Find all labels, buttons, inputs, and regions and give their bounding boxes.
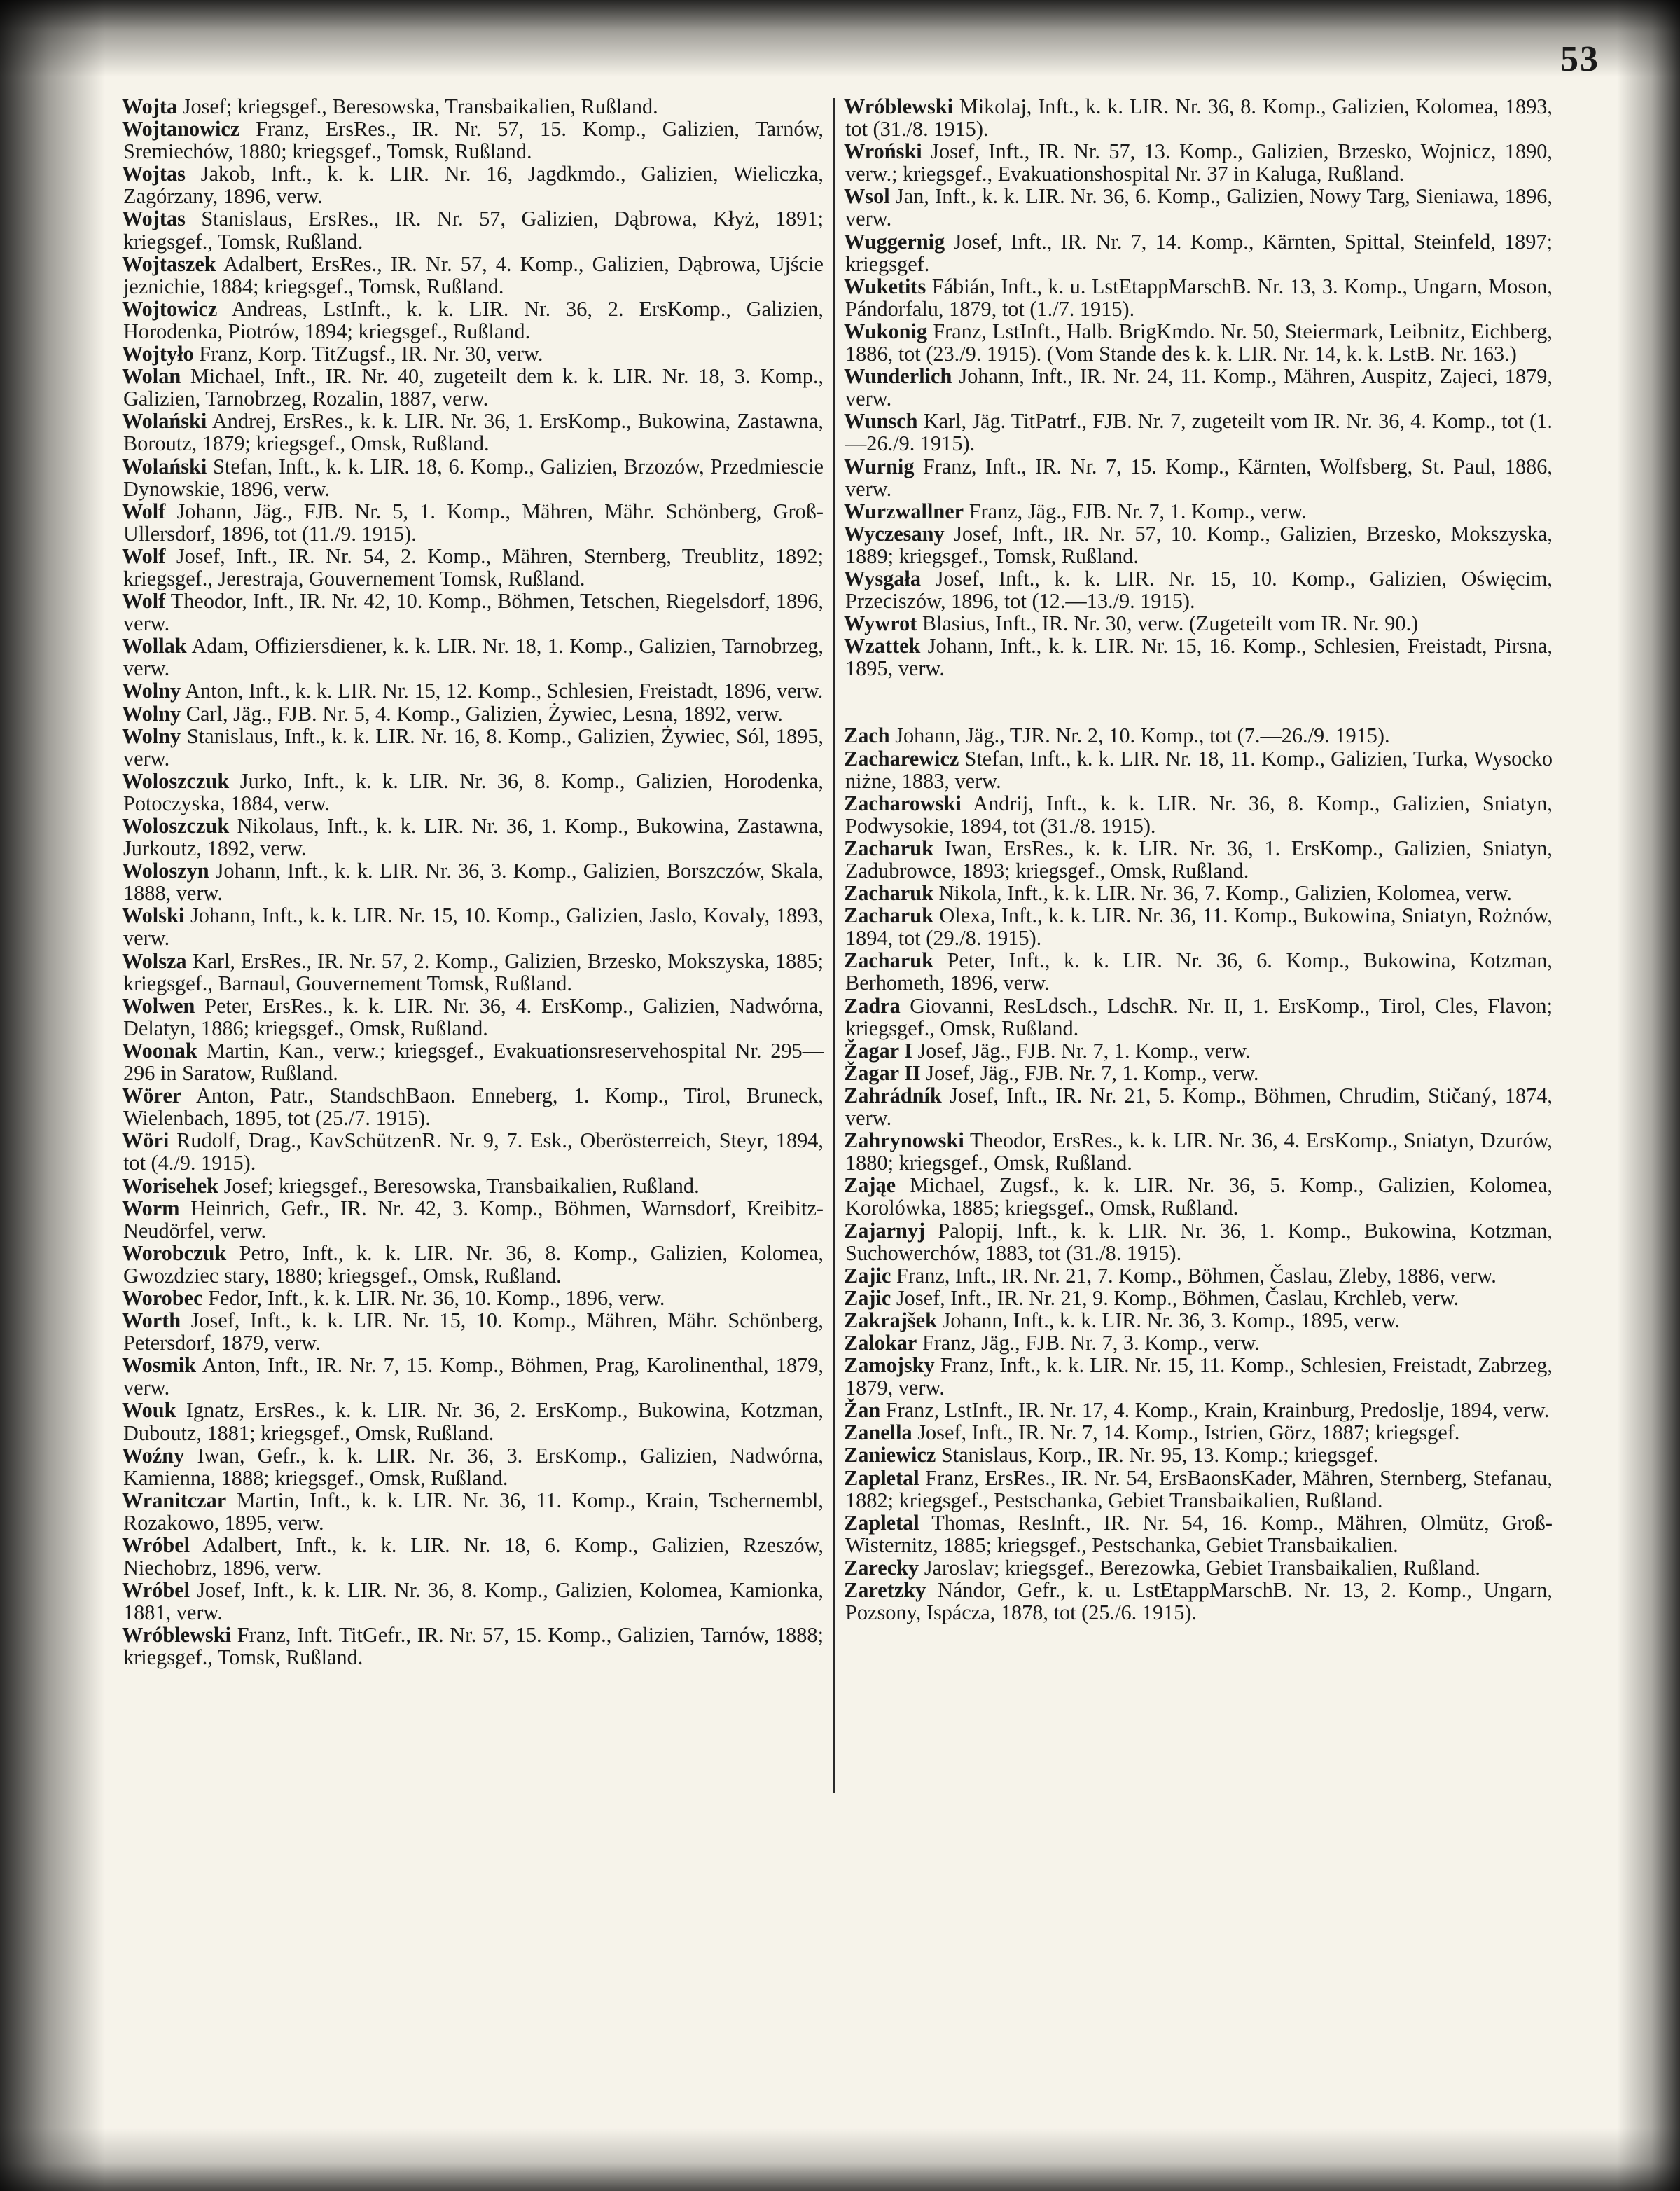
entry-details: Heinrich, Gefr., IR. Nr. 42, 3. Komp., Böhmen, Warnsdorf, Kreibitz-Neudörfel, verw. bbox=[123, 1196, 824, 1243]
entry-details: Giovanni, ResLdsch., LdschR. Nr. II, 1. ErsKomp., Tirol, Cles, Flavon; kriegsgef., Omsk, Rußland. bbox=[845, 993, 1553, 1040]
entry-surname: Zajic bbox=[844, 1285, 891, 1310]
entry-details: Iwan, ErsRes., k. k. LIR. Nr. 36, 1. ErsKomp., Galizien, Sniatyn, Zadubrowce, 1893; kriegsgef., Omsk, Rußland. bbox=[845, 836, 1553, 883]
entry-details: Michael, Inft., IR. Nr. 40, zugeteilt dem k. k. LIR. Nr. 18, 3. Komp., Galizien, Tarnobrzeg, Rozalin, 1887, verw. bbox=[123, 364, 824, 411]
list-entry bbox=[845, 410, 1553, 455]
entry-details: Josef, Inft., IR. Nr. 57, 13. Komp., Galizien, Brzesko, Wojnicz, 1890, verw.; kriegsgef., Evakuationshospital Nr. 37 in Kaluga, Rußland. bbox=[845, 139, 1553, 186]
entry-surname: Wollak bbox=[122, 634, 187, 658]
entry-surname: Wolsza bbox=[122, 948, 187, 973]
entry-surname: Zajic bbox=[844, 1263, 891, 1287]
entry-surname: Zaniewicz bbox=[844, 1443, 936, 1467]
entry-surname: Wróblewski bbox=[122, 1623, 231, 1647]
entry-surname: Wolny bbox=[122, 724, 181, 748]
list-entry bbox=[123, 950, 824, 995]
entry-details: Iwan, Gefr., k. k. LIR. Nr. 36, 3. ErsKomp., Galizien, Nadwórna, Kamienna, 1888; kriegsgef., Omsk, Rußland. bbox=[123, 1443, 824, 1490]
list-entry bbox=[123, 995, 824, 1039]
entry-details: Ignatz, ErsRes., k. k. LIR. Nr. 36, 2. ErsKomp., Bukowina, Kotzman, Duboutz, 1881; kriegsgef., Omsk, Rußland. bbox=[123, 1398, 824, 1445]
entry-surname: Wunderlich bbox=[844, 364, 952, 389]
entry-details: Olexa, Inft., k. k. LIR. Nr. 36, 11. Komp., Bukowina, Sniatyn, Rożnów, 1894, tot (29./8. 1915). bbox=[845, 904, 1553, 951]
entry-surname: Wzattek bbox=[844, 634, 921, 658]
list-entry bbox=[123, 770, 824, 815]
entry-surname: Zarecky bbox=[844, 1555, 919, 1580]
list-entry bbox=[845, 1129, 1553, 1174]
list-entry bbox=[845, 1467, 1553, 1512]
entry-details: Stanislaus, Inft., k. k. LIR. Nr. 16, 8. Komp., Galizien, Żywiec, Sól, 1895, verw. bbox=[123, 724, 824, 770]
entry-surname: Worm bbox=[122, 1196, 180, 1220]
entry-surname: Zach bbox=[844, 724, 890, 748]
list-entry bbox=[845, 792, 1553, 837]
list-entry bbox=[845, 1512, 1553, 1556]
entry-details: Josef, Inft., IR. Nr. 21, 9. Komp., Böhmen, Časlau, Krchleb, verw. bbox=[896, 1285, 1459, 1310]
entry-details: Johann, Inft., k. k. LIR. Nr. 15, 10. Komp., Galizien, Jaslo, Kovaly, 1893, verw. bbox=[123, 904, 824, 951]
list-entry bbox=[123, 590, 824, 635]
list-entry bbox=[845, 1219, 1553, 1264]
entry-details: Franz, Inft. TitGefr., IR. Nr. 57, 15. Komp., Galizien, Tarnów, 1888; kriegsgef., Tomsk, Rußland. bbox=[123, 1623, 824, 1670]
list-entry bbox=[123, 725, 824, 770]
list-entry bbox=[123, 859, 824, 904]
list-entry bbox=[845, 612, 1553, 635]
list-entry bbox=[123, 298, 824, 343]
list-entry bbox=[123, 1197, 824, 1242]
list-entry bbox=[845, 95, 1553, 140]
entry-surname: Žagar II bbox=[844, 1060, 921, 1085]
entry-details: Johann, Inft., k. k. LIR. Nr. 36, 3. Komp., 1895, verw. bbox=[942, 1308, 1401, 1332]
entry-details: Johann, Inft., k. k. LIR. Nr. 15, 16. Komp., Schlesien, Freistadt, Pirsna, 1895, verw. bbox=[845, 634, 1553, 681]
entry-surname: Wojtowicz bbox=[122, 296, 218, 321]
list-entry bbox=[845, 523, 1553, 567]
entry-surname: Wróbel bbox=[122, 1533, 190, 1557]
entry-surname: Wouk bbox=[122, 1398, 176, 1423]
entry-details: Jaroslav; kriegsgef., Berezowka, Gebiet Transbaikalien, Rußland. bbox=[924, 1555, 1480, 1580]
entry-surname: Wolański bbox=[122, 454, 207, 478]
entry-details: Andrej, ErsRes., k. k. LIR. Nr. 36, 1. ErsKomp., Bukowina, Zastawna, Boroutz, 1879; kriegsgef., Omsk, Rußland. bbox=[123, 409, 824, 456]
entry-surname: Žan bbox=[844, 1398, 881, 1423]
left-column bbox=[123, 95, 824, 1669]
list-entry bbox=[845, 1556, 1553, 1579]
list-entry bbox=[845, 275, 1553, 320]
entry-details: Franz, ErsRes., IR. Nr. 57, 15. Komp., Galizien, Tarnów, Sremiechów, 1880; kriegsgef., Tomsk, Rußland. bbox=[123, 117, 824, 164]
entry-surname: Zacharowski bbox=[844, 791, 962, 815]
right-column-z-section bbox=[845, 724, 1553, 1624]
entry-surname: Zahrádník bbox=[844, 1083, 942, 1107]
entry-details: Johann, Inft., IR. Nr. 24, 11. Komp., Mähren, Auspitz, Zajeci, 1879, verw. bbox=[845, 364, 1553, 411]
list-entry bbox=[123, 1039, 824, 1084]
entry-details: Peter, Inft., k. k. LIR. Nr. 36, 6. Komp., Bukowina, Kotzman, Berhometh, 1896, verw. bbox=[845, 948, 1553, 995]
list-entry bbox=[123, 455, 824, 500]
entry-details: Franz, Inft., IR. Nr. 21, 7. Komp., Böhmen, Časlau, Zleby, 1886, verw. bbox=[896, 1263, 1497, 1287]
entry-surname: Wysgała bbox=[844, 566, 921, 590]
list-entry bbox=[845, 904, 1553, 949]
entry-details: Franz, ErsRes., IR. Nr. 54, ErsBaonsKader, Mähren, Sternberg, Stefanau, 1882; kriegsgef., Pestschanka, Gebiet Transbaikalien, Rußland. bbox=[845, 1465, 1553, 1512]
list-entry bbox=[123, 343, 824, 365]
list-entry bbox=[845, 185, 1553, 230]
list-entry bbox=[845, 747, 1553, 792]
entry-details: Petro, Inft., k. k. LIR. Nr. 36, 8. Komp., Galizien, Kolomea, Gwozdziec stary, 1880; kriegsgef., Omsk, Rußland. bbox=[123, 1240, 824, 1287]
entry-surname: Zacharuk bbox=[844, 904, 933, 928]
entry-details: Martin, Kan., verw.; kriegsgef., Evakuationsreservehospital Nr. 295—296 in Saratow, Rußland. bbox=[123, 1038, 824, 1086]
entry-details: Johann, Inft., k. k. LIR. Nr. 36, 3. Komp., Galizien, Borszczów, Skala, 1888, verw. bbox=[123, 859, 824, 906]
list-entry bbox=[123, 1624, 824, 1668]
entry-details: Josef, Inft., IR. Nr. 7, 14. Komp., Istrien, Görz, 1887; kriegsgef. bbox=[917, 1421, 1460, 1445]
entry-details: Stanislaus, Korp., IR. Nr. 95, 13. Komp.; kriegsgef. bbox=[940, 1443, 1379, 1467]
list-entry bbox=[845, 365, 1553, 410]
entry-surname: Worobczuk bbox=[122, 1240, 227, 1265]
entry-surname: Wukonig bbox=[844, 319, 928, 343]
entry-surname: Wosmik bbox=[122, 1353, 197, 1378]
entry-details: Stefan, Inft., k. k. LIR. 18, 6. Komp., Galizien, Brzozów, Przedmiescie Dynowskie, 1896, verw. bbox=[123, 454, 824, 501]
right-column bbox=[845, 95, 1553, 1624]
entry-details: Anton, Patr., StandschBaon. Enneberg, 1. Komp., Tirol, Bruneck, Wielenbach, 1895, tot (25./7. 1915). bbox=[123, 1084, 824, 1131]
entry-details: Stefan, Inft., k. k. LIR. Nr. 18, 11. Komp., Galizien, Turka, Wysocko niżne, 1883, verw. bbox=[845, 746, 1553, 793]
entry-details: Anton, Inft., IR. Nr. 7, 15. Komp., Böhmen, Prag, Karolinenthal, 1879, verw. bbox=[123, 1353, 824, 1400]
entry-surname: Wurnig bbox=[844, 454, 915, 478]
list-entry bbox=[845, 140, 1553, 185]
list-entry bbox=[845, 1174, 1553, 1219]
list-entry bbox=[845, 1287, 1553, 1309]
entry-surname: Zamojsky bbox=[844, 1353, 935, 1378]
list-entry bbox=[123, 1287, 824, 1309]
entry-details: Theodor, Inft., IR. Nr. 42, 10. Komp., Böhmen, Tetschen, Riegelsdorf, 1896, verw. bbox=[123, 589, 824, 636]
entry-details: Jurko, Inft., k. k. LIR. Nr. 36, 8. Komp., Galizien, Horodenka, Potoczyska, 1884, verw. bbox=[123, 768, 824, 815]
entry-details: Franz, LstInft., Halb. BrigKmdo. Nr. 50, Steiermark, Leibnitz, Eichberg, 1886, tot (23./9. 1915). (Vom Stande des k. k. LIR. Nr. 14, k. k. LstB. Nr. 163.) bbox=[845, 319, 1553, 366]
list-entry bbox=[123, 500, 824, 545]
list-entry bbox=[845, 230, 1553, 275]
list-entry bbox=[845, 1444, 1553, 1466]
list-entry bbox=[845, 724, 1553, 747]
list-entry bbox=[845, 1084, 1553, 1129]
entry-surname: Wuggernig bbox=[844, 229, 945, 254]
entry-surname: Zapletal bbox=[844, 1510, 919, 1535]
entry-details: Josef, Inft., k. k. LIR. Nr. 36, 8. Komp., Galizien, Kolomea, Kamionka, 1881, verw. bbox=[123, 1578, 824, 1625]
entry-details: Franz, Jäg., FJB. Nr. 7, 1. Komp., verw. bbox=[969, 499, 1307, 523]
entry-surname: Zalokar bbox=[844, 1330, 917, 1355]
list-entry bbox=[123, 635, 824, 679]
entry-details: Johann, Jäg., FJB. Nr. 5, 1. Komp., Mähren, Mähr. Schönberg, Groß-Ullersdorf, 1896, tot (11./9. 1915). bbox=[123, 499, 824, 546]
entry-details: Josef, Inft., k. k. LIR. Nr. 15, 10. Komp., Mähren, Mähr. Schönberg, Petersdorf, 1879, verw. bbox=[123, 1308, 824, 1355]
list-entry bbox=[123, 1579, 824, 1624]
entry-details: Carl, Jäg., FJB. Nr. 5, 4. Komp., Galizien, Żywiec, Lesna, 1892, verw. bbox=[186, 701, 783, 726]
entry-surname: Wsol bbox=[844, 184, 890, 209]
entry-surname: Wranitczar bbox=[122, 1488, 227, 1512]
list-entry bbox=[123, 1534, 824, 1579]
list-entry bbox=[845, 1062, 1553, 1084]
entry-details: Jan, Inft., k. k. LIR. Nr. 36, 6. Komp., Galizien, Nowy Targ, Sieniawa, 1896, verw. bbox=[845, 184, 1553, 231]
entry-surname: Zapletal bbox=[844, 1465, 919, 1490]
column-divider bbox=[833, 98, 835, 1793]
entry-surname: Zająe bbox=[844, 1173, 896, 1198]
entry-details: Karl, Jäg. TitPatrf., FJB. Nr. 7, zugeteilt vom IR. Nr. 36, 4. Komp., tot (1.—26./9. 1915). bbox=[845, 409, 1553, 456]
entry-surname: Wyczesany bbox=[844, 521, 945, 546]
entry-surname: Wojtaszek bbox=[122, 251, 216, 276]
entry-surname: Zaretzky bbox=[844, 1578, 926, 1602]
list-entry bbox=[845, 320, 1553, 365]
list-entry bbox=[845, 882, 1553, 904]
entry-surname: Wolf bbox=[122, 589, 166, 614]
entry-details: Adalbert, Inft., k. k. LIR. Nr. 18, 6. Komp., Galizien, Rzeszów, Niechobrz, 1896, verw. bbox=[123, 1533, 824, 1580]
list-entry bbox=[123, 1354, 824, 1399]
page-number: 53 bbox=[1560, 39, 1599, 79]
list-entry bbox=[845, 1039, 1553, 1062]
entry-details: Josef, Inft., IR. Nr. 21, 5. Komp., Böhmen, Chrudim, Stičaný, 1874, verw. bbox=[845, 1083, 1553, 1131]
section-gap bbox=[845, 679, 1553, 724]
entry-surname: Wolański bbox=[122, 409, 207, 434]
entry-details: Karl, ErsRes., IR. Nr. 57, 2. Komp., Galizien, Brzesko, Mokszyska, 1885; kriegsgef., Barnaul, Gouvernement Tomsk, Rußland. bbox=[123, 948, 824, 995]
list-entry bbox=[123, 679, 824, 702]
entry-surname: Zacharuk bbox=[844, 948, 933, 973]
entry-details: Fábián, Inft., k. u. LstEtappMarschB. Nr. 13, 3. Komp., Ungarn, Moson, Pándorfalu, 1879, tot (1./7. 1915). bbox=[845, 274, 1553, 321]
entry-surname: Wróbel bbox=[122, 1578, 190, 1603]
entry-surname: Woloszczuk bbox=[122, 814, 230, 838]
list-entry bbox=[845, 1579, 1553, 1624]
entry-details: Nikolaus, Inft., k. k. LIR. Nr. 36, 1. Komp., Bukowina, Zastawna, Jurkoutz, 1892, verw. bbox=[123, 814, 824, 861]
entry-surname: Wöri bbox=[122, 1128, 169, 1153]
entry-surname: Wróblewski bbox=[844, 95, 953, 118]
entry-details: Nándor, Gefr., k. u. LstEtappMarschB. Nr. 13, 2. Komp., Ungarn, Pozsony, Ispácza, 1878, tot (25./6. 1915). bbox=[845, 1578, 1553, 1625]
entry-surname: Žagar I bbox=[844, 1038, 912, 1063]
entry-surname: Woloszyn bbox=[122, 859, 209, 883]
entry-surname: Wroński bbox=[844, 139, 922, 164]
entry-surname: Wojtyło bbox=[122, 342, 194, 366]
entry-surname: Woloszczuk bbox=[122, 768, 230, 793]
entry-details: Josef; kriegsgef., Beresowska, Transbaikalien, Rußland. bbox=[223, 1173, 700, 1198]
list-entry bbox=[123, 207, 824, 252]
entry-surname: Zacharuk bbox=[844, 881, 933, 906]
entry-surname: Zajarnyj bbox=[844, 1218, 926, 1243]
entry-surname: Worth bbox=[122, 1308, 181, 1333]
entry-surname: Wojtanowicz bbox=[122, 117, 240, 141]
list-entry bbox=[123, 703, 824, 725]
entry-surname: Wojtas bbox=[122, 207, 186, 231]
list-entry bbox=[123, 1129, 824, 1174]
list-entry bbox=[845, 567, 1553, 612]
entry-surname: Wojta bbox=[122, 95, 178, 118]
list-entry bbox=[845, 837, 1553, 882]
entry-surname: Worobec bbox=[122, 1285, 203, 1310]
entry-surname: Zacharuk bbox=[844, 836, 933, 860]
entry-surname: Wolwen bbox=[122, 993, 195, 1018]
list-entry bbox=[845, 455, 1553, 500]
list-entry bbox=[123, 118, 824, 163]
entry-details: Andreas, LstInft., k. k. LIR. Nr. 36, 2. ErsKomp., Galizien, Horodenka, Piotrów, 1894; kriegsgef., Rußland. bbox=[123, 296, 824, 343]
list-entry bbox=[123, 1084, 824, 1129]
entry-surname: Wojtas bbox=[122, 162, 186, 186]
entry-details: Josef, Inft., IR. Nr. 7, 14. Komp., Kärnten, Spittal, Steinfeld, 1897; kriegsgef. bbox=[845, 229, 1553, 276]
list-entry bbox=[845, 1354, 1553, 1399]
list-entry bbox=[123, 95, 824, 118]
entry-details: Theodor, ErsRes., k. k. LIR. Nr. 36, 4. ErsKomp., Sniatyn, Dzurów, 1880; kriegsgef., Omsk, Rußland. bbox=[845, 1128, 1553, 1175]
entry-details: Blasius, Inft., IR. Nr. 30, verw. (Zugeteilt vom IR. Nr. 90.) bbox=[922, 611, 1419, 636]
entry-details: Josef, Inft., IR. Nr. 57, 10. Komp., Galizien, Brzesko, Mokszyska, 1889; kriegsgef., Tomsk, Rußland. bbox=[845, 521, 1553, 568]
entry-details: Palopij, Inft., k. k. LIR. Nr. 36, 1. Komp., Bukowina, Kotzman, Suchowerchów, 1883, tot (31./8. 1915). bbox=[845, 1218, 1553, 1265]
entry-details: Franz, Inft., k. k. LIR. Nr. 15, 11. Komp., Schlesien, Freistadt, Zabrzeg, 1879, verw. bbox=[845, 1353, 1553, 1400]
entry-details: Josef, Jäg., FJB. Nr. 7, 1. Komp., verw. bbox=[917, 1038, 1251, 1063]
entry-details: Franz, Korp. TitZugsf., IR. Nr. 30, verw. bbox=[199, 342, 543, 366]
entry-surname: Wywrot bbox=[844, 611, 917, 636]
entry-details: Jakob, Inft., k. k. LIR. Nr. 16, Jagdkmdo., Galizien, Wieliczka, Zagórzany, 1896, verw. bbox=[123, 162, 824, 209]
list-entry bbox=[845, 635, 1553, 679]
entry-surname: Wörer bbox=[122, 1084, 182, 1108]
entry-details: Rudolf, Drag., KavSchützenR. Nr. 9, 7. Esk., Oberösterreich, Steyr, 1894, tot (4./9. 1915). bbox=[123, 1128, 824, 1175]
entry-surname: Wolf bbox=[122, 499, 166, 523]
list-entry bbox=[123, 163, 824, 207]
entry-details: Adam, Offiziersdiener, k. k. LIR. Nr. 18, 1. Komp., Galizien, Tarnobrzeg, verw. bbox=[123, 634, 824, 681]
list-entry bbox=[123, 815, 824, 859]
entry-details: Josef, Inft., IR. Nr. 54, 2. Komp., Mähren, Sternberg, Treublitz, 1892; kriegsgef., Jerestraja, Gouvernement Tomsk, Rußland. bbox=[123, 544, 824, 590]
list-entry bbox=[845, 1399, 1553, 1421]
list-entry bbox=[845, 1309, 1553, 1332]
entry-surname: Zanella bbox=[844, 1421, 912, 1445]
entry-details: Michael, Zugsf., k. k. LIR. Nr. 36, 5. Komp., Galizien, Kolomea, Korolówka, 1885; kriegsgef., Omsk, Rußland. bbox=[845, 1173, 1553, 1220]
list-entry bbox=[123, 1309, 824, 1354]
list-entry bbox=[845, 1264, 1553, 1287]
list-entry bbox=[123, 1489, 824, 1534]
entry-details: Adalbert, ErsRes., IR. Nr. 57, 4. Komp., Galizien, Dąbrowa, Ujście jeznichie, 1884; kriegsgef., Tomsk, Rußland. bbox=[123, 251, 824, 298]
entry-surname: Zahrynowski bbox=[844, 1128, 964, 1153]
right-column-w-section bbox=[845, 95, 1553, 679]
entry-details: Stanislaus, ErsRes., IR. Nr. 57, Galizien, Dąbrowa, Kłyż, 1891; kriegsgef., Tomsk, Rußland. bbox=[123, 207, 824, 254]
entry-details: Franz, Inft., IR. Nr. 7, 15. Komp., Kärnten, Wolfsberg, St. Paul, 1886, verw. bbox=[845, 454, 1553, 501]
entry-details: Johann, Jäg., TJR. Nr. 2, 10. Komp., tot (7.—26./9. 1915). bbox=[895, 724, 1390, 748]
entry-surname: Wuketits bbox=[844, 274, 926, 298]
list-entry bbox=[845, 949, 1553, 994]
list-entry bbox=[845, 500, 1553, 523]
list-entry bbox=[123, 1175, 824, 1197]
entry-surname: Woźny bbox=[122, 1443, 185, 1467]
entry-surname: Wolny bbox=[122, 679, 181, 703]
entry-surname: Zakrajšek bbox=[844, 1308, 937, 1332]
list-entry bbox=[123, 904, 824, 949]
entry-surname: Zacharewicz bbox=[844, 746, 959, 770]
entry-details: Fedor, Inft., k. k. LIR. Nr. 36, 10. Komp., 1896, verw. bbox=[208, 1285, 665, 1310]
entry-details: Anton, Inft., k. k. LIR. Nr. 15, 12. Komp., Schlesien, Freistadt, 1896, verw. bbox=[185, 679, 824, 703]
entry-details: Josef, Jäg., FJB. Nr. 7, 1. Komp., verw. bbox=[926, 1060, 1259, 1085]
entry-details: Thomas, ResInft., IR. Nr. 54, 16. Komp., Mähren, Olmütz, Groß-Wisternitz, 1885; kriegsgef., Pestschanka, Gebiet Transbaikalien. bbox=[845, 1510, 1553, 1557]
entry-surname: Zadra bbox=[844, 993, 901, 1018]
list-entry bbox=[123, 410, 824, 455]
entry-surname: Wurzwallner bbox=[844, 499, 964, 523]
list-entry bbox=[123, 253, 824, 298]
entry-surname: Woonak bbox=[122, 1038, 197, 1063]
entry-surname: Wunsch bbox=[844, 409, 918, 434]
entry-surname: Wolny bbox=[122, 701, 181, 726]
entry-details: Martin, Inft., k. k. LIR. Nr. 36, 11. Komp., Krain, Tschernembl, Rozakowo, 1895, verw. bbox=[123, 1488, 824, 1535]
entry-surname: Wolski bbox=[122, 904, 185, 928]
entry-surname: Wolan bbox=[122, 364, 181, 389]
entry-details: Nikola, Inft., k. k. LIR. Nr. 36, 7. Komp., Galizien, Kolomea, verw. bbox=[938, 881, 1512, 906]
entry-details: Peter, ErsRes., k. k. LIR. Nr. 36, 4. ErsKomp., Galizien, Nadwórna, Delatyn, 1886; kriegsgef., Omsk, Rußland. bbox=[123, 993, 824, 1040]
list-entry bbox=[123, 1399, 824, 1444]
list-entry bbox=[845, 995, 1553, 1039]
list-entry bbox=[845, 1421, 1553, 1444]
list-entry bbox=[123, 365, 824, 410]
list-entry bbox=[845, 1332, 1553, 1354]
entry-details: Franz, LstInft., IR. Nr. 17, 4. Komp., Krain, Krainburg, Predoslje, 1894, verw. bbox=[885, 1398, 1550, 1423]
entry-details: Franz, Jäg., FJB. Nr. 7, 3. Komp., verw. bbox=[922, 1330, 1260, 1355]
entry-details: Josef; kriegsgef., Beresowska, Transbaikalien, Rußland. bbox=[182, 95, 658, 118]
list-entry bbox=[123, 1444, 824, 1489]
list-entry bbox=[123, 545, 824, 590]
entry-details: Josef, Inft., k. k. LIR. Nr. 15, 10. Komp., Galizien, Oświęcim, Przeciszów, 1896, tot (12.—13./9. 1915). bbox=[845, 566, 1553, 614]
entry-details: Andrij, Inft., k. k. LIR. Nr. 36, 8. Komp., Galizien, Sniatyn, Podwysokie, 1894, tot (31./8. 1915). bbox=[845, 791, 1553, 838]
list-entry bbox=[123, 1242, 824, 1287]
entry-details: Mikolaj, Inft., k. k. LIR. Nr. 36, 8. Komp., Galizien, Kolomea, 1893, tot (31./8. 1915). bbox=[845, 95, 1553, 141]
entry-surname: Wolf bbox=[122, 544, 166, 568]
entry-surname: Worisehek bbox=[122, 1173, 219, 1198]
